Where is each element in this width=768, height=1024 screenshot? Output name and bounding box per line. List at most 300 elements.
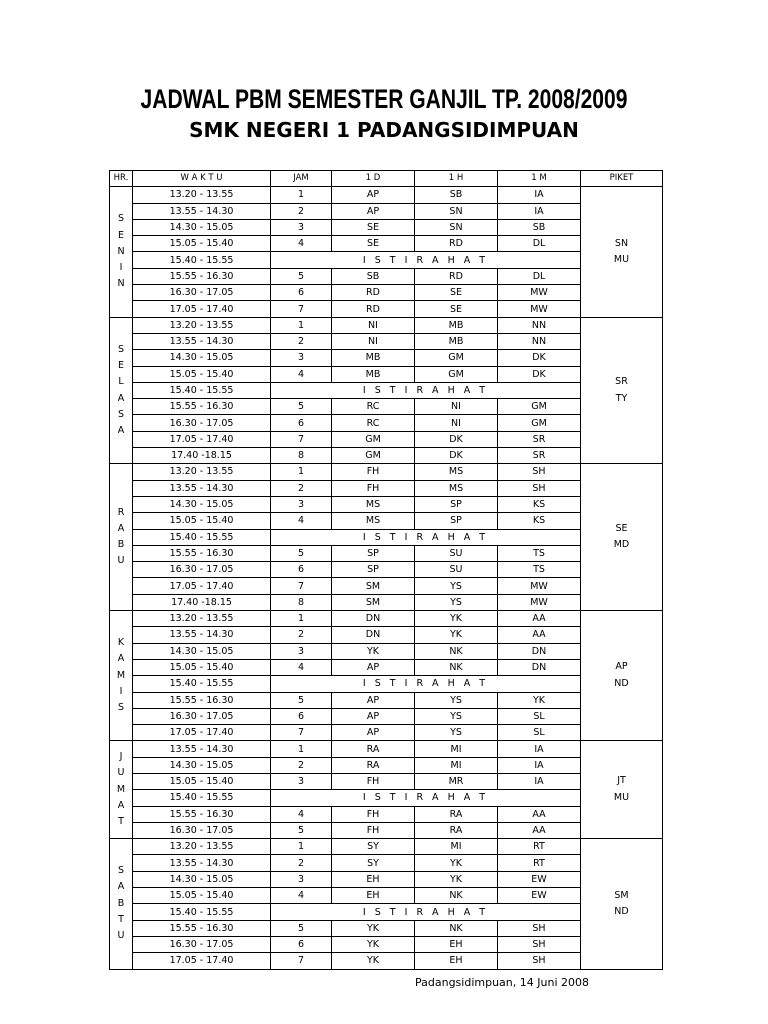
class-1h-cell: DK bbox=[415, 431, 498, 447]
break-row bbox=[110, 904, 663, 920]
class-1m-cell: SH bbox=[498, 936, 581, 952]
piket-cell bbox=[581, 611, 663, 741]
time-cell: 15.05 - 15.40 bbox=[133, 773, 271, 789]
class-1d-cell: YK bbox=[332, 936, 415, 952]
class-1m-cell: EW bbox=[498, 888, 581, 904]
piket-code: SR bbox=[615, 376, 628, 388]
header-1m: 1 M bbox=[498, 171, 581, 187]
day-name-cell bbox=[110, 741, 133, 839]
piket-code: ND bbox=[614, 677, 629, 689]
class-1d-cell: MS bbox=[332, 496, 415, 512]
table-row bbox=[110, 659, 663, 675]
class-1d-cell: SP bbox=[332, 562, 415, 578]
table-row bbox=[110, 888, 663, 904]
class-1m-cell: KS bbox=[498, 496, 581, 512]
class-1m-cell: SL bbox=[498, 708, 581, 724]
day-letter: B bbox=[117, 897, 125, 909]
class-1h-cell: GM bbox=[415, 366, 498, 382]
break-row bbox=[110, 529, 663, 545]
time-cell: 15.40 - 15.55 bbox=[133, 382, 271, 398]
day-letter: U bbox=[117, 555, 125, 567]
class-1m-cell: AA bbox=[498, 627, 581, 643]
class-1h-cell: MB bbox=[415, 333, 498, 349]
class-1d-cell: RC bbox=[332, 415, 415, 431]
class-1d-cell: SM bbox=[332, 578, 415, 594]
class-1h-cell: YS bbox=[415, 708, 498, 724]
day-letter: L bbox=[118, 376, 124, 388]
class-1h-cell: MB bbox=[415, 317, 498, 333]
class-1m-cell: SH bbox=[498, 480, 581, 496]
jam-cell: 2 bbox=[271, 757, 332, 773]
day-letter: M bbox=[116, 783, 126, 795]
time-cell: 15.40 - 15.55 bbox=[133, 252, 271, 268]
jam-cell: 8 bbox=[271, 594, 332, 610]
table-row bbox=[110, 236, 663, 252]
day-letter: E bbox=[117, 229, 124, 241]
header-1h: 1 H bbox=[415, 171, 498, 187]
class-1h-cell: NI bbox=[415, 415, 498, 431]
day-letter: A bbox=[117, 653, 125, 665]
jam-cell: 5 bbox=[271, 692, 332, 708]
class-1d-cell: FH bbox=[332, 806, 415, 822]
class-1m-cell: RT bbox=[498, 839, 581, 855]
piket-code: AP bbox=[615, 661, 628, 673]
time-cell: 15.40 - 15.55 bbox=[133, 676, 271, 692]
day-letter: J bbox=[119, 751, 123, 763]
table-row bbox=[110, 448, 663, 464]
class-1d-cell: SY bbox=[332, 839, 415, 855]
time-cell: 13.55 - 14.30 bbox=[133, 741, 271, 757]
time-cell: 15.55 - 16.30 bbox=[133, 399, 271, 415]
jam-cell: 5 bbox=[271, 399, 332, 415]
time-cell: 15.55 - 16.30 bbox=[133, 545, 271, 561]
time-cell: 15.40 - 15.55 bbox=[133, 529, 271, 545]
class-1d-cell: SP bbox=[332, 545, 415, 561]
break-row bbox=[110, 252, 663, 268]
class-1m-cell: IA bbox=[498, 773, 581, 789]
day-letter: B bbox=[117, 539, 125, 551]
jam-cell: 3 bbox=[271, 773, 332, 789]
class-1h-cell: YS bbox=[415, 594, 498, 610]
class-1d-cell: RA bbox=[332, 741, 415, 757]
jam-cell: 4 bbox=[271, 366, 332, 382]
class-1h-cell: MR bbox=[415, 773, 498, 789]
table-row bbox=[110, 757, 663, 773]
jam-cell: 5 bbox=[271, 920, 332, 936]
break-cell: I S T I R A H A T bbox=[271, 790, 581, 806]
class-1d-cell: NI bbox=[332, 333, 415, 349]
class-1d-cell: EH bbox=[332, 888, 415, 904]
piket-code: MU bbox=[613, 253, 630, 265]
class-1h-cell: NK bbox=[415, 643, 498, 659]
time-cell: 14.30 - 15.05 bbox=[133, 643, 271, 659]
day-letter: R bbox=[117, 506, 125, 518]
piket-code: TY bbox=[615, 392, 628, 404]
day-letter: E bbox=[117, 359, 124, 371]
header-hr: HR. bbox=[110, 171, 133, 187]
table-row bbox=[110, 871, 663, 887]
time-cell: 14.30 - 15.05 bbox=[133, 350, 271, 366]
time-cell: 15.55 - 16.30 bbox=[133, 268, 271, 284]
piket-cell bbox=[581, 839, 663, 969]
header-piket: PIKET bbox=[581, 171, 663, 187]
day-letter: S bbox=[117, 702, 125, 714]
time-cell: 15.05 - 15.40 bbox=[133, 888, 271, 904]
class-1h-cell: MI bbox=[415, 757, 498, 773]
table-row bbox=[110, 187, 663, 203]
time-cell: 15.05 - 15.40 bbox=[133, 366, 271, 382]
time-cell: 13.55 - 14.30 bbox=[133, 855, 271, 871]
table-row bbox=[110, 839, 663, 855]
jam-cell: 7 bbox=[271, 725, 332, 741]
header-1d: 1 D bbox=[332, 171, 415, 187]
class-1m-cell: SH bbox=[498, 953, 581, 969]
class-1h-cell: MS bbox=[415, 464, 498, 480]
time-cell: 16.30 - 17.05 bbox=[133, 936, 271, 952]
break-row bbox=[110, 676, 663, 692]
time-cell: 16.30 - 17.05 bbox=[133, 415, 271, 431]
class-1h-cell: YK bbox=[415, 871, 498, 887]
jam-cell: 2 bbox=[271, 855, 332, 871]
time-cell: 16.30 - 17.05 bbox=[133, 285, 271, 301]
table-row bbox=[110, 431, 663, 447]
day-name-cell bbox=[110, 317, 133, 464]
class-1m-cell: RT bbox=[498, 855, 581, 871]
class-1d-cell: RD bbox=[332, 301, 415, 317]
class-1m-cell: DN bbox=[498, 643, 581, 659]
table-row bbox=[110, 741, 663, 757]
class-1h-cell: SB bbox=[415, 187, 498, 203]
table-row bbox=[110, 203, 663, 219]
class-1m-cell: EW bbox=[498, 871, 581, 887]
day-letter: T bbox=[118, 816, 124, 828]
day-letter: U bbox=[117, 767, 125, 779]
day-letter: I bbox=[119, 262, 123, 274]
jam-cell: 6 bbox=[271, 562, 332, 578]
table-row bbox=[110, 366, 663, 382]
day-letter: A bbox=[117, 799, 125, 811]
class-1h-cell: NK bbox=[415, 920, 498, 936]
time-cell: 13.55 - 14.30 bbox=[133, 627, 271, 643]
class-1d-cell: AP bbox=[332, 708, 415, 724]
class-1d-cell: MS bbox=[332, 513, 415, 529]
class-1m-cell: SR bbox=[498, 431, 581, 447]
day-letter: U bbox=[117, 930, 125, 942]
jam-cell: 1 bbox=[271, 611, 332, 627]
time-cell: 14.30 - 15.05 bbox=[133, 871, 271, 887]
class-1h-cell: SU bbox=[415, 562, 498, 578]
table-row bbox=[110, 578, 663, 594]
class-1d-cell: FH bbox=[332, 822, 415, 838]
piket-code: SN bbox=[614, 237, 629, 249]
class-1m-cell: MW bbox=[498, 301, 581, 317]
jam-cell: 6 bbox=[271, 415, 332, 431]
table-row bbox=[110, 806, 663, 822]
class-1m-cell: MW bbox=[498, 578, 581, 594]
class-1h-cell: SP bbox=[415, 496, 498, 512]
class-1m-cell: DL bbox=[498, 268, 581, 284]
time-cell: 17.05 - 17.40 bbox=[133, 431, 271, 447]
class-1m-cell: YK bbox=[498, 692, 581, 708]
piket-cell bbox=[581, 187, 663, 317]
class-1m-cell: SB bbox=[498, 219, 581, 235]
time-cell: 16.30 - 17.05 bbox=[133, 562, 271, 578]
header-jam: JAM bbox=[271, 171, 332, 187]
table-row bbox=[110, 708, 663, 724]
time-cell: 16.30 - 17.05 bbox=[133, 708, 271, 724]
piket-code: JT bbox=[617, 775, 626, 787]
day-letter: S bbox=[117, 408, 125, 420]
table-row bbox=[110, 464, 663, 480]
time-cell: 15.05 - 15.40 bbox=[133, 659, 271, 675]
table-row bbox=[110, 545, 663, 561]
table-row bbox=[110, 936, 663, 952]
class-1d-cell: GM bbox=[332, 448, 415, 464]
day-letter: S bbox=[117, 343, 125, 355]
piket-code: SE bbox=[615, 522, 628, 534]
jam-cell: 8 bbox=[271, 448, 332, 464]
class-1m-cell: IA bbox=[498, 757, 581, 773]
document-title: JADWAL PBM SEMESTER GANJIL TP. 2008/2009 bbox=[140, 84, 628, 114]
table-row bbox=[110, 855, 663, 871]
table-row bbox=[110, 822, 663, 838]
time-cell: 14.30 - 15.05 bbox=[133, 757, 271, 773]
class-1d-cell: MB bbox=[332, 350, 415, 366]
class-1d-cell: AP bbox=[332, 725, 415, 741]
table-row bbox=[110, 953, 663, 969]
time-cell: 15.05 - 15.40 bbox=[133, 236, 271, 252]
day-letter: A bbox=[117, 881, 125, 893]
jam-cell: 7 bbox=[271, 578, 332, 594]
class-1d-cell: AP bbox=[332, 659, 415, 675]
class-1d-cell: RA bbox=[332, 757, 415, 773]
jam-cell: 4 bbox=[271, 513, 332, 529]
piket-cell bbox=[581, 464, 663, 611]
class-1h-cell: SN bbox=[415, 203, 498, 219]
class-1m-cell: AA bbox=[498, 822, 581, 838]
class-1h-cell: YS bbox=[415, 725, 498, 741]
time-cell: 17.05 - 17.40 bbox=[133, 578, 271, 594]
header-row bbox=[110, 171, 663, 187]
class-1h-cell: SP bbox=[415, 513, 498, 529]
header-waktu: W A K T U bbox=[133, 171, 271, 187]
time-cell: 17.05 - 17.40 bbox=[133, 301, 271, 317]
jam-cell: 3 bbox=[271, 643, 332, 659]
time-cell: 13.55 - 14.30 bbox=[133, 480, 271, 496]
jam-cell: 4 bbox=[271, 806, 332, 822]
day-letter: T bbox=[118, 914, 124, 925]
jam-cell: 7 bbox=[271, 953, 332, 969]
class-1h-cell: EH bbox=[415, 953, 498, 969]
table-row bbox=[110, 627, 663, 643]
table-row bbox=[110, 643, 663, 659]
table-row bbox=[110, 725, 663, 741]
jam-cell: 1 bbox=[271, 741, 332, 757]
class-1h-cell: YK bbox=[415, 627, 498, 643]
jam-cell: 2 bbox=[271, 333, 332, 349]
class-1h-cell: NK bbox=[415, 888, 498, 904]
break-row bbox=[110, 382, 663, 398]
table-row bbox=[110, 301, 663, 317]
class-1h-cell: MI bbox=[415, 839, 498, 855]
class-1m-cell: TS bbox=[498, 545, 581, 561]
class-1d-cell: YK bbox=[332, 643, 415, 659]
day-letter: S bbox=[117, 865, 125, 877]
class-1h-cell: RD bbox=[415, 236, 498, 252]
class-1d-cell: RD bbox=[332, 285, 415, 301]
class-1d-cell: AP bbox=[332, 187, 415, 203]
class-1d-cell: SY bbox=[332, 855, 415, 871]
time-cell: 13.55 - 14.30 bbox=[133, 203, 271, 219]
class-1m-cell: NN bbox=[498, 333, 581, 349]
break-cell: I S T I R A H A T bbox=[271, 252, 581, 268]
time-cell: 17.40 -18.15 bbox=[133, 448, 271, 464]
time-cell: 15.40 - 15.55 bbox=[133, 904, 271, 920]
jam-cell: 5 bbox=[271, 545, 332, 561]
schedule-table bbox=[109, 170, 663, 970]
class-1m-cell: TS bbox=[498, 562, 581, 578]
class-1h-cell: RA bbox=[415, 822, 498, 838]
class-1m-cell: IA bbox=[498, 741, 581, 757]
class-1m-cell: DK bbox=[498, 350, 581, 366]
jam-cell: 4 bbox=[271, 236, 332, 252]
jam-cell: 4 bbox=[271, 888, 332, 904]
jam-cell: 6 bbox=[271, 708, 332, 724]
time-cell: 15.55 - 16.30 bbox=[133, 806, 271, 822]
time-cell: 13.55 - 14.30 bbox=[133, 333, 271, 349]
class-1m-cell: MW bbox=[498, 285, 581, 301]
class-1h-cell: RD bbox=[415, 268, 498, 284]
day-name-cell bbox=[110, 187, 133, 317]
table-row bbox=[110, 219, 663, 235]
class-1h-cell: SE bbox=[415, 285, 498, 301]
class-1d-cell: FH bbox=[332, 480, 415, 496]
table-row bbox=[110, 415, 663, 431]
break-cell: I S T I R A H A T bbox=[271, 382, 581, 398]
jam-cell: 2 bbox=[271, 203, 332, 219]
class-1h-cell: NK bbox=[415, 659, 498, 675]
class-1m-cell: KS bbox=[498, 513, 581, 529]
day-letter: S bbox=[117, 213, 125, 225]
table-row bbox=[110, 773, 663, 789]
class-1m-cell: GM bbox=[498, 415, 581, 431]
class-1d-cell: NI bbox=[332, 317, 415, 333]
jam-cell: 3 bbox=[271, 219, 332, 235]
class-1m-cell: GM bbox=[498, 399, 581, 415]
class-1h-cell: YS bbox=[415, 692, 498, 708]
piket-cell bbox=[581, 317, 663, 464]
class-1h-cell: YK bbox=[415, 611, 498, 627]
class-1m-cell: MW bbox=[498, 594, 581, 610]
day-letter: A bbox=[117, 392, 125, 404]
class-1m-cell: IA bbox=[498, 203, 581, 219]
class-1d-cell: SE bbox=[332, 236, 415, 252]
time-cell: 13.20 - 13.55 bbox=[133, 611, 271, 627]
time-cell: 13.20 - 13.55 bbox=[133, 839, 271, 855]
table-row bbox=[110, 513, 663, 529]
class-1d-cell: SM bbox=[332, 594, 415, 610]
class-1h-cell: YK bbox=[415, 855, 498, 871]
class-1d-cell: FH bbox=[332, 773, 415, 789]
class-1d-cell: EH bbox=[332, 871, 415, 887]
class-1h-cell: RA bbox=[415, 806, 498, 822]
day-letter: A bbox=[117, 522, 125, 534]
class-1m-cell: SH bbox=[498, 464, 581, 480]
jam-cell: 2 bbox=[271, 480, 332, 496]
jam-cell: 6 bbox=[271, 285, 332, 301]
time-cell: 17.40 -18.15 bbox=[133, 594, 271, 610]
jam-cell: 1 bbox=[271, 187, 332, 203]
schedule-body bbox=[110, 187, 663, 969]
class-1h-cell: EH bbox=[415, 936, 498, 952]
class-1m-cell: DN bbox=[498, 659, 581, 675]
jam-cell: 7 bbox=[271, 301, 332, 317]
table-row bbox=[110, 399, 663, 415]
class-1d-cell: DN bbox=[332, 611, 415, 627]
piket-code: MD bbox=[613, 539, 630, 551]
time-cell: 14.30 - 15.05 bbox=[133, 219, 271, 235]
class-1m-cell: DL bbox=[498, 236, 581, 252]
day-letter: K bbox=[117, 636, 125, 648]
day-letter: A bbox=[117, 425, 125, 437]
time-cell: 13.20 - 13.55 bbox=[133, 187, 271, 203]
time-cell: 15.55 - 16.30 bbox=[133, 692, 271, 708]
class-1d-cell: MB bbox=[332, 366, 415, 382]
time-cell: 15.05 - 15.40 bbox=[133, 513, 271, 529]
class-1d-cell: AP bbox=[332, 692, 415, 708]
time-cell: 15.55 - 16.30 bbox=[133, 920, 271, 936]
class-1h-cell: YS bbox=[415, 578, 498, 594]
class-1h-cell: GM bbox=[415, 350, 498, 366]
jam-cell: 4 bbox=[271, 659, 332, 675]
jam-cell: 1 bbox=[271, 839, 332, 855]
day-name-cell bbox=[110, 611, 133, 741]
day-letter: N bbox=[117, 245, 125, 257]
time-cell: 16.30 - 17.05 bbox=[133, 822, 271, 838]
time-cell: 17.05 - 17.40 bbox=[133, 953, 271, 969]
break-cell: I S T I R A H A T bbox=[271, 904, 581, 920]
class-1m-cell: AA bbox=[498, 806, 581, 822]
class-1d-cell: DN bbox=[332, 627, 415, 643]
class-1m-cell: IA bbox=[498, 187, 581, 203]
class-1d-cell: YK bbox=[332, 953, 415, 969]
class-1d-cell: YK bbox=[332, 920, 415, 936]
class-1d-cell: SB bbox=[332, 268, 415, 284]
jam-cell: 2 bbox=[271, 627, 332, 643]
class-1m-cell: DK bbox=[498, 366, 581, 382]
class-1h-cell: SE bbox=[415, 301, 498, 317]
class-1h-cell: NI bbox=[415, 399, 498, 415]
piket-code: SM bbox=[614, 889, 629, 901]
jam-cell: 1 bbox=[271, 317, 332, 333]
day-letter: I bbox=[119, 685, 123, 697]
table-row bbox=[110, 333, 663, 349]
table-row bbox=[110, 611, 663, 627]
time-cell: 13.20 - 13.55 bbox=[133, 464, 271, 480]
class-1d-cell: FH bbox=[332, 464, 415, 480]
jam-cell: 1 bbox=[271, 464, 332, 480]
piket-code: MU bbox=[613, 791, 630, 803]
jam-cell: 3 bbox=[271, 871, 332, 887]
time-cell: 17.05 - 17.40 bbox=[133, 725, 271, 741]
class-1m-cell: SR bbox=[498, 448, 581, 464]
table-row bbox=[110, 562, 663, 578]
class-1d-cell: AP bbox=[332, 203, 415, 219]
table-row bbox=[110, 594, 663, 610]
day-letter: M bbox=[116, 669, 126, 681]
time-cell: 14.30 - 15.05 bbox=[133, 496, 271, 512]
piket-code: ND bbox=[614, 905, 629, 917]
